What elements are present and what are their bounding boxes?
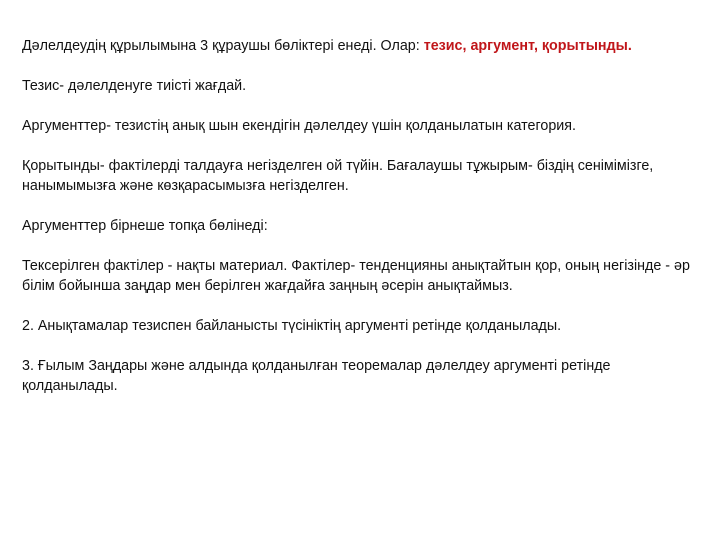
argument-groups-heading: Аргументтер бірнеше топқа бөлінеді: — [22, 218, 268, 234]
verified-facts-paragraph: Тексерілген фактілер - нақты материал. Фактілер- тенденцияны анықтайтын қор, оның негізінде - әр білім бойынша заңдар мен берілген жағдайға заңның әсерін анықтаймыз. — [22, 258, 690, 294]
definitions-paragraph: 2. Анықтамалар тезиспен байланысты түсініктің аргументі ретінде қолданылады. — [22, 318, 562, 334]
argument-definition: Аргументтер- тезистің анық шын екендігін дәлелдеу үшін қолданылатын категория. — [22, 118, 576, 134]
slide-body — [22, 36, 702, 416]
intro-text: Дәлелдеудің құрылымына 3 құраушы бөліктері енеді. Олар: — [22, 38, 424, 54]
intro-highlight: тезис, аргумент, қорытынды. — [423, 38, 632, 54]
laws-paragraph: 3. Ғылым Заңдары және алдында қолданылған теоремалар дәлелдеу аргументі ретінде қолданылады. — [22, 358, 611, 394]
thesis-definition: Тезис- дәлелденуге тиісті жағдай. — [22, 78, 247, 94]
conclusion-definition: Қорытынды- фактілерді талдауға негізделген ой түйін. Бағалаушы тұжырым- біздің сенімімізге, нанымымызға және көзқарасымызға негізделген. — [22, 158, 654, 194]
intro-paragraph — [22, 36, 702, 56]
